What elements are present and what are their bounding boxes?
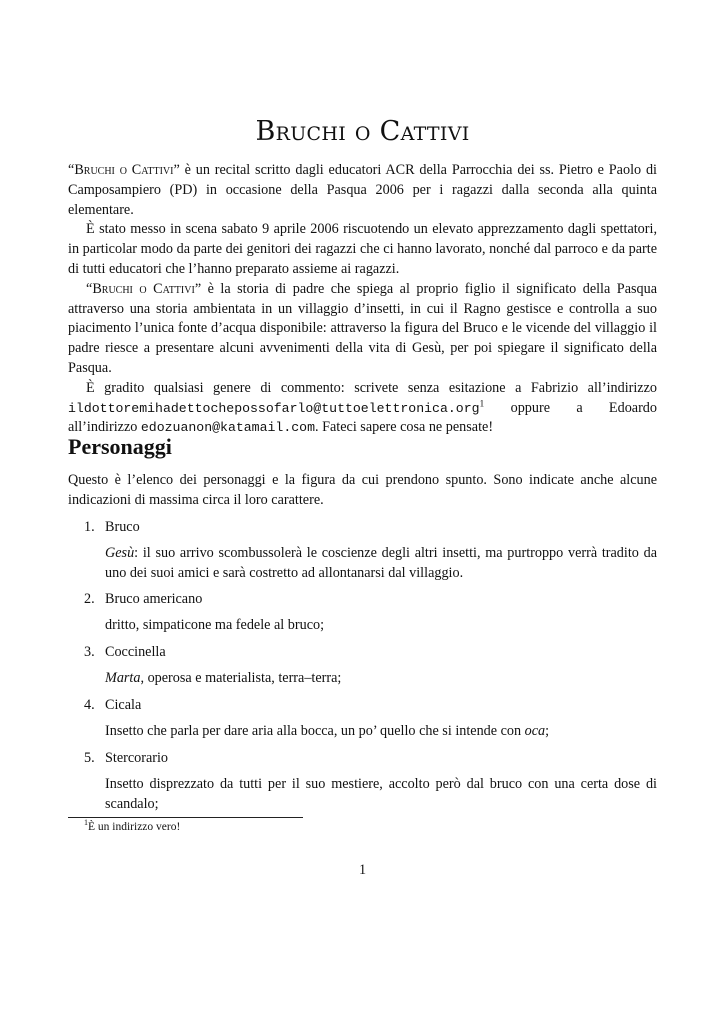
intro-paragraph-4-text-b: oppure a Edoardo all’indirizzo	[68, 399, 657, 436]
intro-paragraph-4-text-a: È gradito qualsiasi genere di commento: scrivete senza esitazione a Fabrizio all’indirizzo	[86, 379, 657, 396]
footnote-rule	[68, 817, 303, 818]
list-item-description	[105, 775, 657, 815]
list-item-description-text: dritto, simpaticone ma fedele al bruco;	[105, 617, 325, 633]
list-item-number: 4.	[84, 697, 95, 713]
list-item-number: 3.	[84, 644, 95, 660]
list-item-description	[105, 669, 657, 689]
list-item-description-end: ;	[545, 723, 550, 739]
list-item-figure: Gesù	[105, 545, 135, 561]
list-item-name: Bruco	[105, 519, 140, 535]
title-smallcaps: Bruchi o Cattivi	[74, 162, 174, 178]
footnote-mark: 1	[84, 818, 88, 828]
list-item-name: Stercorario	[105, 750, 169, 766]
list-item-description	[105, 722, 657, 742]
intro-paragraph-4	[68, 379, 657, 438]
intro-paragraph-1	[68, 161, 657, 220]
intro-paragraph-3-text: ” è la storia di padre che spiega al proprio figlio il significato della Pasqua attraverso una storia ambientata in un villaggio d’insetti, in cui il Ragno gestisce e controlla a suo piacimento l’unica fonte d’acqua disponibile: attraverso la figura del Bruco e le vicende del villaggio il padre riesce a presentare alcuni avvenimenti della vita di Gesù, per poi spiegare il significato della Pasqua.	[68, 280, 658, 376]
email-fabrizio-link[interactable]: ildottoremihadettochepossofarlo@tuttoelettronica.org	[68, 400, 480, 416]
list-item-figure: Marta	[105, 670, 141, 686]
list-item-description	[105, 616, 657, 636]
list-item-name: Bruco americano	[105, 591, 203, 607]
email-edoardo-link[interactable]: edozuanon@katamail.com	[140, 420, 315, 436]
list-item-figure: oca	[524, 723, 546, 739]
list-item-number: 5.	[84, 750, 95, 766]
list-item-description-text: Insetto disprezzato da tutti per il suo mestiere, accolto però dal bruco con una certa dose di scandalo;	[105, 776, 657, 812]
footnote	[84, 818, 181, 833]
list-item-name: Coccinella	[105, 644, 166, 660]
page-number: 1	[358, 862, 367, 878]
intro-paragraph-2: È stato messo in scena sabato 9 aprile 2006 riscuotendo un elevato apprezzamento dagli spettatori, in particolar modo da parte dei genitori dei ragazzi che ci hanno lavorato, nonché dal parroco e da parte di tutti educatori che l’hanno preparato assieme ai ragazzi.	[68, 221, 657, 277]
document-title: Bruchi o Cattivi	[255, 116, 470, 147]
open-quote: “	[68, 162, 75, 178]
list-item-number: 1.	[84, 519, 95, 535]
section-heading-personaggi: Personaggi	[68, 434, 172, 459]
list-item-name: Cicala	[105, 697, 142, 713]
section-intro	[68, 471, 657, 511]
list-item-number: 2.	[84, 591, 95, 607]
list-item-description	[105, 544, 657, 584]
intro-paragraph-3	[68, 280, 657, 379]
footnote-marker: 1	[479, 398, 485, 409]
list-item-description-text: : il suo arrivo scombussolerà le coscienze degli altri insetti, ma purtroppo verrà tradito da uno dei suoi amici e sarà costretto ad allontanarsi dal villaggio.	[105, 545, 657, 581]
title-smallcaps: Bruchi o Cattivi	[92, 280, 195, 297]
list-item-description-text: Insetto che parla per dare aria alla bocca, un po’ quello che si intende con	[105, 723, 525, 739]
section-intro-text: Questo è l’elenco dei personaggi e la figura da cui prendono spunto. Sono indicate anche alcune indicazioni di massima circa il loro carattere.	[68, 472, 657, 508]
intro-block	[68, 161, 657, 438]
open-quote: “	[86, 280, 93, 297]
intro-paragraph-4-text-c: . Fateci sapere cosa ne pensate!	[315, 419, 494, 436]
intro-paragraph-1-text: ” è un recital scritto dagli educatori ACR della Parrocchia dei ss. Pietro e Paolo di Camposampiero (PD) in occasione della Pasqua 2006 per i ragazzi dalla seconda alla quinta elementare.	[68, 162, 657, 218]
list-item-description-text: , operosa e materialista, terra–terra;	[140, 670, 342, 686]
footnote-text: È un indirizzo vero!	[88, 821, 181, 833]
